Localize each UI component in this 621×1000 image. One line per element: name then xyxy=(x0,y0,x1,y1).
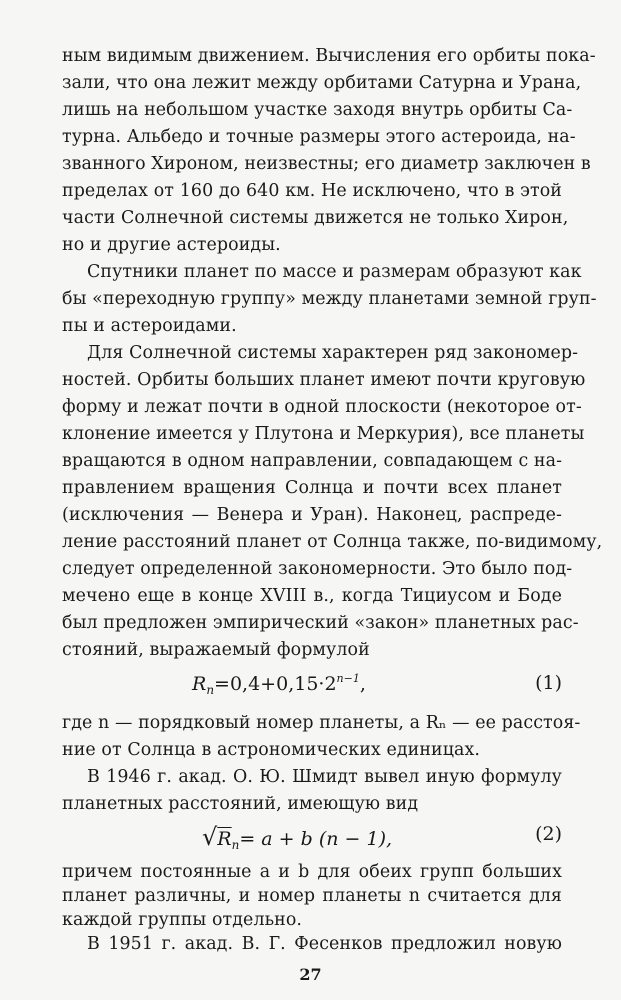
text-line: где n — порядковый номер планеты, а Rₙ — ее расстоя- xyxy=(62,713,581,733)
text-line: правлением вращения Солнца и почти всех планет xyxy=(62,478,562,498)
formula-2 xyxy=(62,823,562,863)
text-line: лишь на небольшом участке заходя внутрь орбиты Са- xyxy=(62,100,573,120)
text-line: но и другие астероиды. xyxy=(62,235,281,255)
text-line: каждой группы отдельно. xyxy=(62,910,303,930)
formula-2-root: √ xyxy=(202,823,218,851)
formula-1-number: (1) xyxy=(535,672,562,694)
formula-1-rhs: =0,4+0,15·2 xyxy=(214,673,337,695)
text-line: пы и астероидами. xyxy=(62,316,237,336)
formula-2-number: (2) xyxy=(535,823,562,845)
formula-1 xyxy=(62,672,562,712)
page-number: 27 xyxy=(299,965,322,984)
text-line: был предложен эмпирический «закон» планетных рас- xyxy=(62,613,579,633)
formula-1-lhs: R xyxy=(192,673,207,695)
text-line: Для Солнечной системы характерен ряд закономер- xyxy=(87,343,579,363)
text-line: ние от Солнца в астрономических единицах. xyxy=(62,740,481,760)
text-line: следует определенной закономерности. Это было под- xyxy=(62,559,573,579)
text-line: планет различны, и номер планеты n считается для xyxy=(62,886,562,906)
text-line: турна. Альбедо и точные размеры этого астероида, на- xyxy=(62,127,576,147)
formula-2-lhs-sub: n xyxy=(231,838,240,852)
text-line: ностей. Орбиты больших планет имеют почти круговую xyxy=(62,370,586,390)
formula-1-exponent: n−1 xyxy=(336,672,360,685)
text-line: мечено еще в конце XVIII в., когда Тициусом и Боде xyxy=(62,586,562,606)
formula-2-rhs: = a + b (n − 1), xyxy=(239,828,393,850)
text-line: (исключения — Венера и Уран). Наконец, распреде- xyxy=(62,505,562,525)
text-line: бы «переходную группу» между планетами земной груп- xyxy=(62,289,597,309)
text-line: причем постоянные a и b для обеих групп больших xyxy=(62,862,562,882)
text-line: клонение имеется у Плутона и Меркурия), все планеты xyxy=(62,424,585,444)
text-line: пределах от 160 до 640 км. Не исключено, что в этой xyxy=(62,181,562,201)
formula-2-lhs: R xyxy=(217,828,232,850)
text-line: В 1946 г. акад. О. Ю. Шмидт вывел иную формулу xyxy=(87,767,562,787)
text-line: планетных расстояний, имеющую вид xyxy=(62,794,419,814)
text-line: форму и лежат почти в одной плоскости (некоторое от- xyxy=(62,397,582,417)
text-line: ление расстояний планет от Солнца также, по-видимому, xyxy=(62,532,603,552)
text-line: зали, что она лежит между орбитами Сатурна и Урана, xyxy=(62,73,582,93)
text-line: В 1951 г. акад. В. Г. Фесенков предложил новую xyxy=(87,934,562,954)
text-line: ным видимым движением. Вычисления его орбиты пока- xyxy=(62,46,596,66)
formula-1-lhs-sub: n xyxy=(206,683,215,697)
text-line: Спутники планет по массе и размерам образуют как xyxy=(87,262,582,282)
text-line: стояний, выражаемый формулой xyxy=(62,640,370,660)
text-line: званного Хироном, неизвестны; его диаметр заключен в xyxy=(62,154,591,174)
formula-1-tail: , xyxy=(359,673,366,695)
text-line: части Солнечной системы движется не только Хирон, xyxy=(62,208,569,228)
text-line: вращаются в одном направлении, совпадающем с на- xyxy=(62,451,563,471)
